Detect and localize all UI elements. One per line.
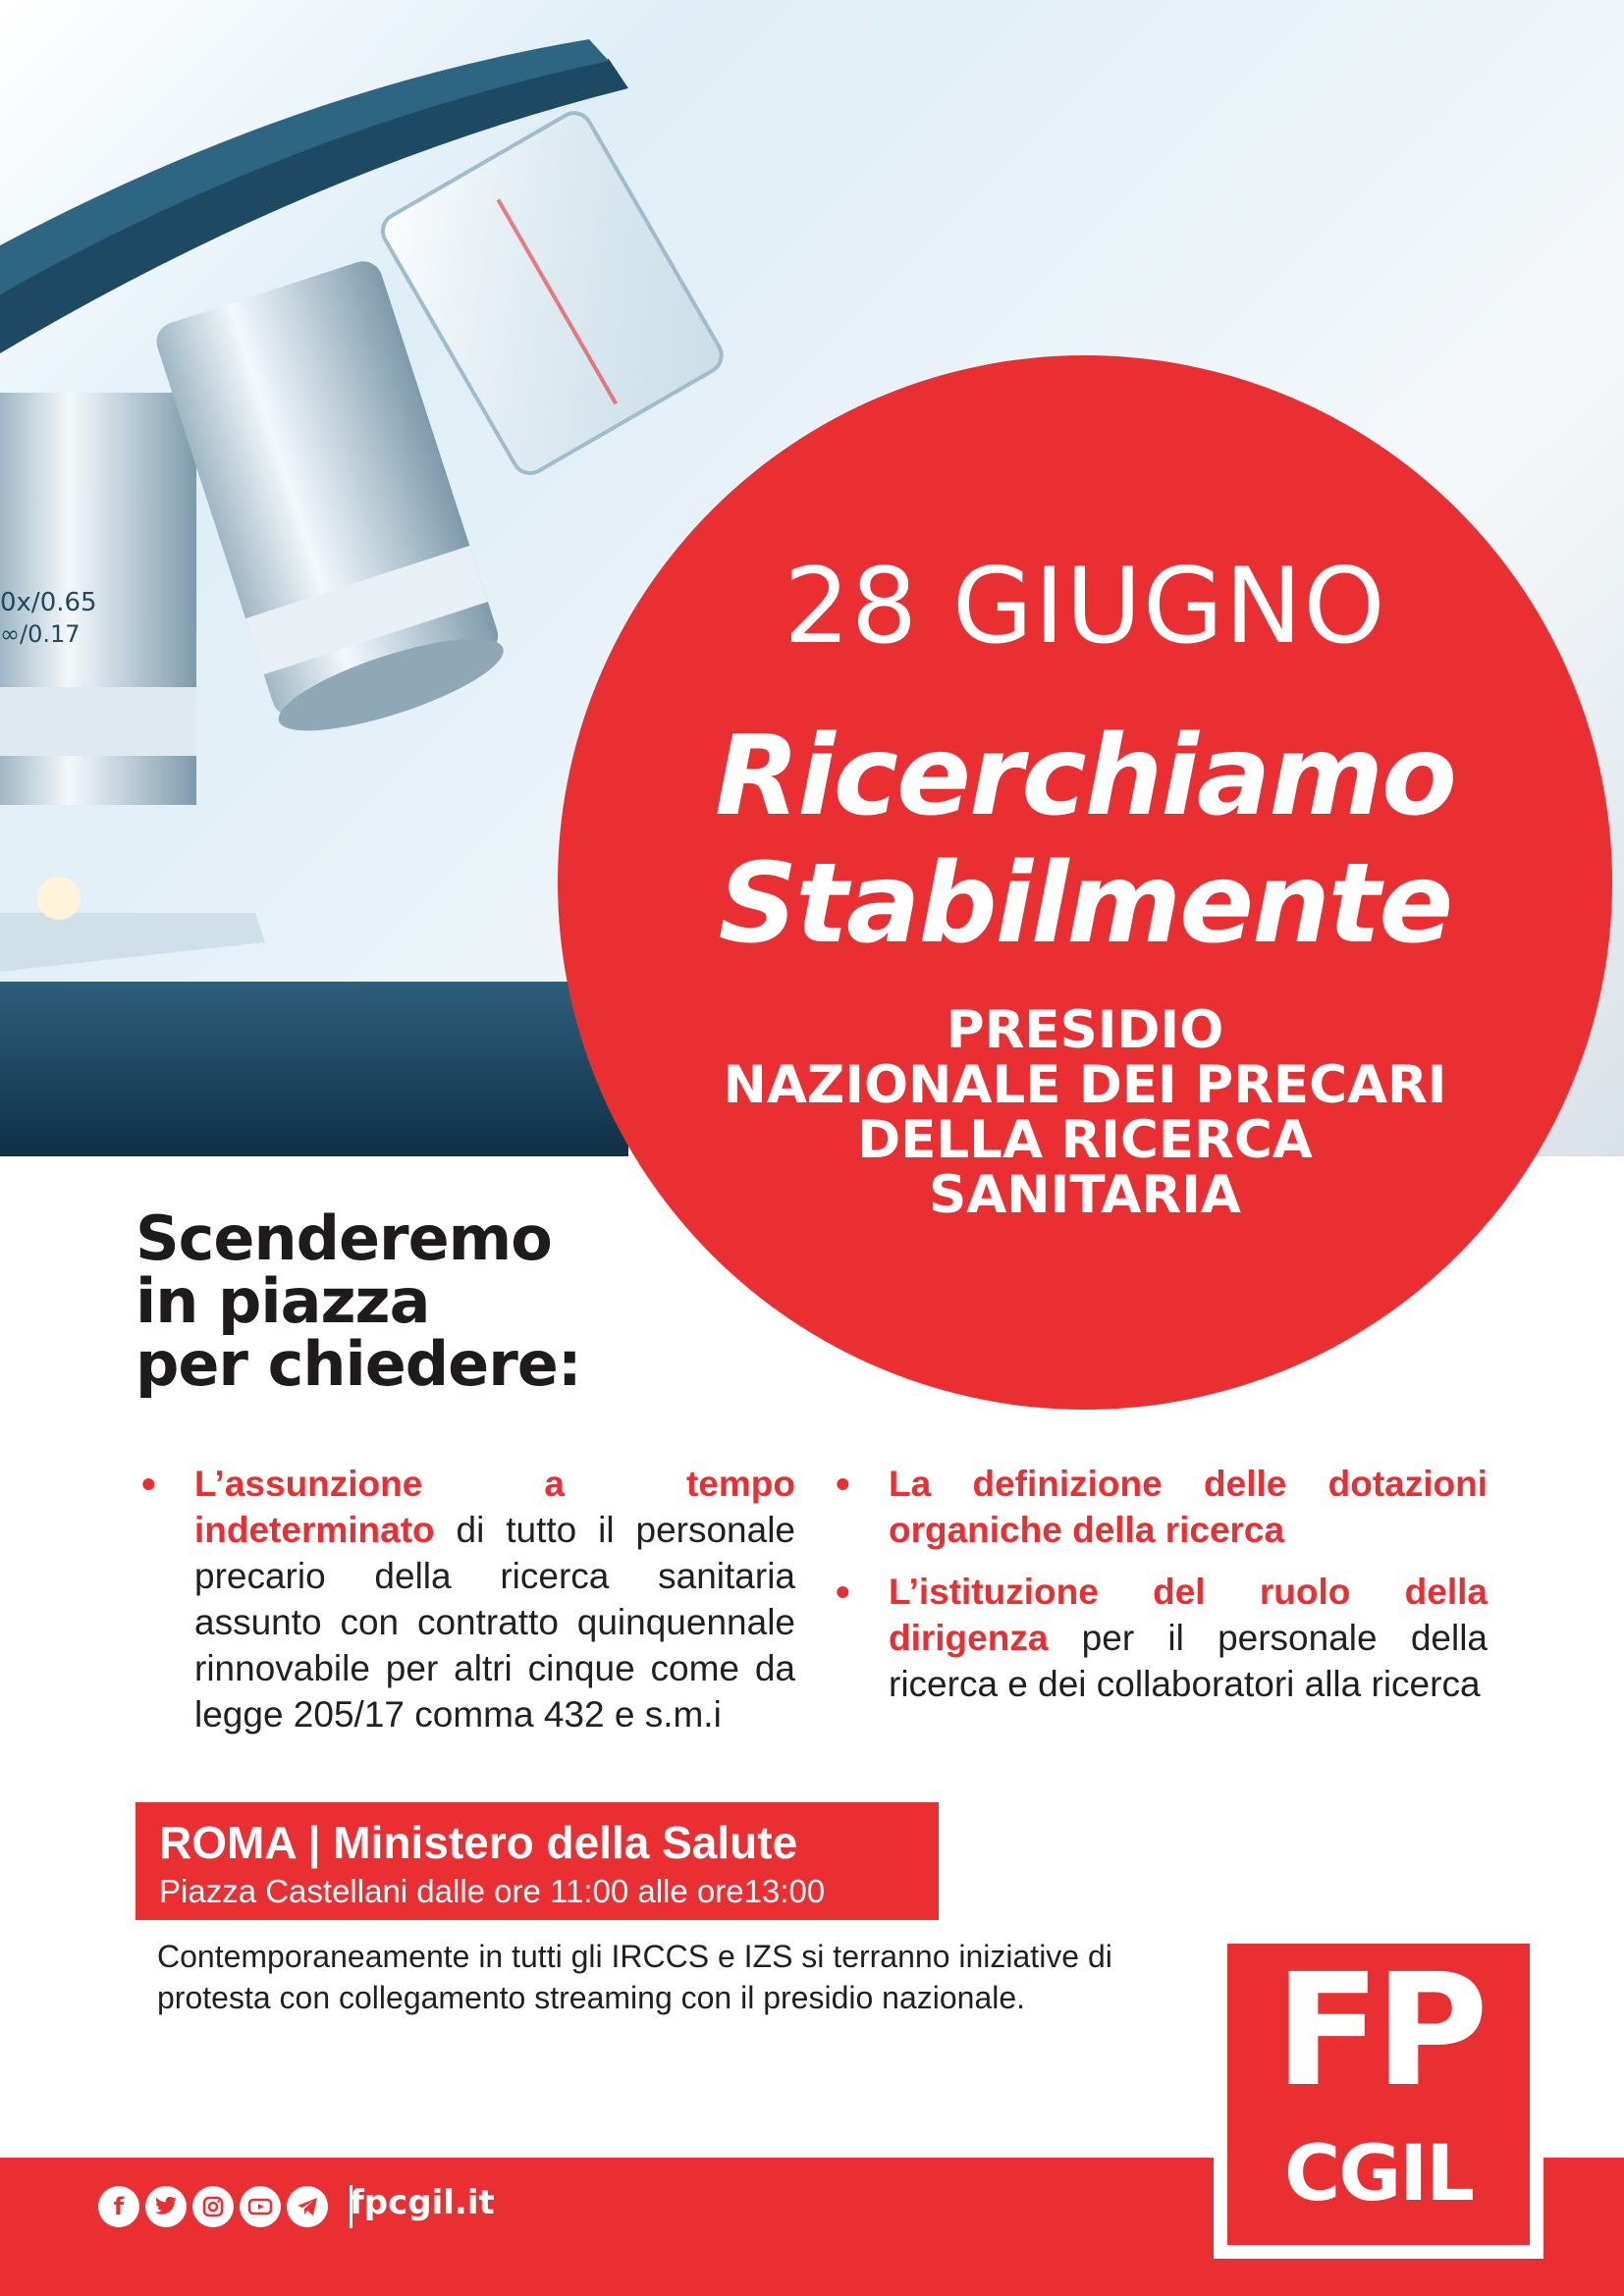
lens-label-1: 0x/0.65 <box>0 588 97 617</box>
demands-left <box>135 1461 795 1737</box>
demand-item <box>830 1569 1488 1707</box>
location-detail: Piazza Castellani dalle ore 11:00 alle ore13:00 <box>159 1873 826 1909</box>
bullet-icon: • <box>836 1461 850 1507</box>
bullet-icon: • <box>141 1461 156 1507</box>
website-link[interactable]: fpcgil.it <box>350 2183 495 2222</box>
subtitle-line-3: DELLA RICERCA <box>857 1110 1313 1170</box>
facebook-icon[interactable]: f <box>98 2186 139 2227</box>
youtube-icon[interactable] <box>240 2186 281 2227</box>
instagram-icon[interactable] <box>192 2186 234 2227</box>
fp-cgil-logo <box>1214 1930 1543 2259</box>
location-box <box>135 1802 939 1920</box>
subtitle-line-4: SANITARIA <box>929 1165 1241 1225</box>
bullet-icon: • <box>836 1569 850 1615</box>
demand-highlight: La definizione delle dotazioni organiche della ricerca <box>889 1464 1488 1550</box>
event-subtitle <box>558 1000 1612 1225</box>
demand-text: per il personale della ricerca e dei collaboratori alla ricerca <box>889 1618 1488 1704</box>
demand-highlight: L’assunzione a tempo indeterminato <box>194 1464 795 1550</box>
demand-item <box>135 1461 795 1737</box>
headline-line-2: in piazza <box>135 1265 430 1337</box>
event-title <box>558 713 1612 968</box>
headline-line-3: per chiedere: <box>135 1328 581 1400</box>
subtitle-line-2: NAZIONALE DEI PRECARI <box>723 1055 1447 1115</box>
logo-cgil-text: CGIL <box>1284 2130 1473 2218</box>
location-title: ROMA | Ministero della Salute <box>159 1817 798 1868</box>
demand-highlight: L’istituzione del ruolo della dirigenza <box>889 1572 1488 1658</box>
twitter-icon[interactable] <box>145 2186 187 2227</box>
event-title-line-1: Ricerchiamo <box>715 713 1455 840</box>
subtitle-line-1: PRESIDIO <box>946 1000 1224 1060</box>
headline-line-1: Scenderemo <box>135 1202 552 1274</box>
logo-inner <box>1227 1941 1530 2245</box>
demands-right <box>830 1461 1488 1707</box>
event-date: 28 GIUGNO <box>784 546 1386 667</box>
social-links <box>98 2185 366 2228</box>
streaming-note: Contemporaneamente in tutti gli IRCCS e IZS si terranno iniziative di protesta con collegamento streaming con il presidio nazionale. <box>157 1939 1112 2015</box>
lens-label-2: ∞/0.17 <box>0 620 81 648</box>
demand-text: di tutto il personale precario della ricerca sanitaria assunto con contratto quinquennale rinnovabile per altri cinque come da legge 205/17 comma 432 e s.m.i <box>194 1510 795 1735</box>
demand-item <box>830 1461 1488 1553</box>
section-headline <box>135 1202 685 1400</box>
logo-fp-text: FP <box>1274 1941 1483 2121</box>
telegram-icon[interactable] <box>287 2186 328 2227</box>
event-title-line-2: Stabilmente <box>718 840 1452 968</box>
